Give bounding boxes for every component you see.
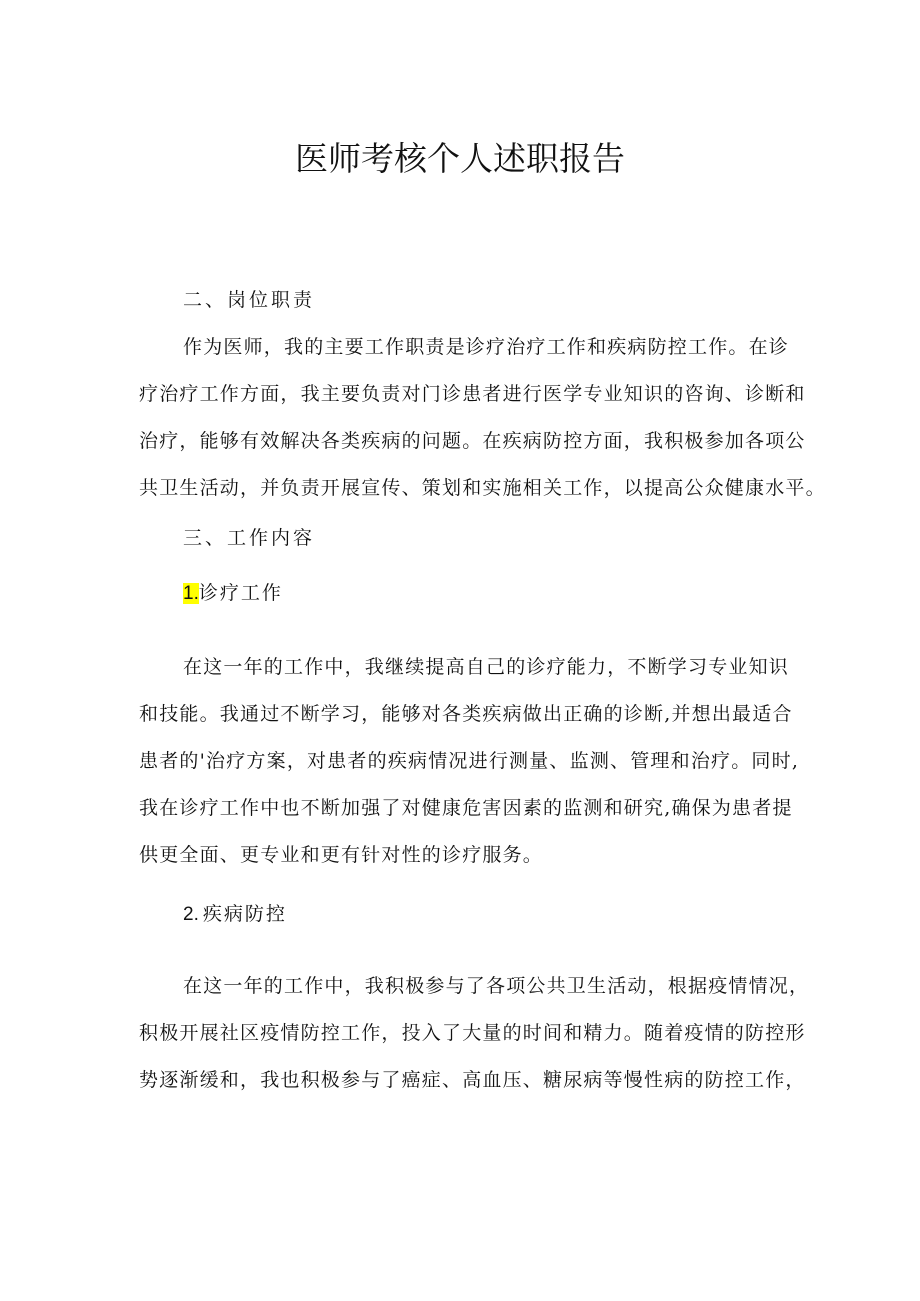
paragraph-line: 在这一年的工作中，我积极参与了各项公共卫生活动，根据疫情情况，	[183, 975, 810, 997]
paragraph-disease-control	[139, 963, 810, 1104]
paragraph-line: 作为医师，我的主要工作职责是诊疗治疗工作和疾病防控工作。在诊	[183, 336, 790, 358]
subsection-number-highlighted: 1.	[183, 583, 199, 604]
section-heading-duties: 二、岗位职责	[183, 289, 316, 311]
paragraph-line: 在这一年的工作中，我继续提高自己的诊疗能力，不断学习专业知识	[183, 656, 790, 678]
paragraph-line: 积极开展社区疫情防控工作，投入了大量的时间和精力。随着疫情的防控形	[139, 1022, 806, 1044]
paragraph-duties	[139, 324, 826, 512]
paragraph-line: 治疗，能够有效解决各类疾病的问题。在疾病防控方面，我积极参加各项公	[139, 430, 806, 452]
subsection-label: 疾病防控	[202, 903, 287, 925]
paragraph-line: 供更全面、更专业和更有针对性的诊疗服务。	[139, 844, 544, 866]
paragraph-line: 势逐渐缓和，我也积极参与了癌症、高血压、糖尿病等慢性病的防控工作，	[139, 1069, 806, 1091]
section-heading-work-content: 三、工作内容	[183, 527, 316, 549]
paragraph-line: 共卫生活动，并负责开展宣传、策划和实施相关工作，以提高公众健康水平。	[139, 477, 826, 499]
paragraph-line: 患者的'治疗方案，对患者的疾病情况进行测量、监测、管理和治疗。同时,	[139, 750, 800, 772]
paragraph-line: 我在诊疗工作中也不断加强了对健康危害因素的监测和研究,确保为患者提	[139, 797, 793, 819]
paragraph-line: 疗治疗工作方面，我主要负责对门诊患者进行医学专业知识的咨询、诊断和	[139, 383, 806, 405]
paragraph-diagnosis	[139, 644, 799, 879]
subsection-heading-disease-control	[183, 900, 287, 929]
subsection-number: 2.	[183, 904, 199, 925]
subsection-label: 诊疗工作	[198, 582, 283, 604]
document-title: 医师考核个人述职报告	[295, 139, 625, 178]
subsection-heading-diagnosis	[183, 579, 283, 608]
paragraph-line: 和技能。我通过不断学习，能够对各类疾病做出正确的诊断,并想出最适合	[139, 703, 793, 725]
